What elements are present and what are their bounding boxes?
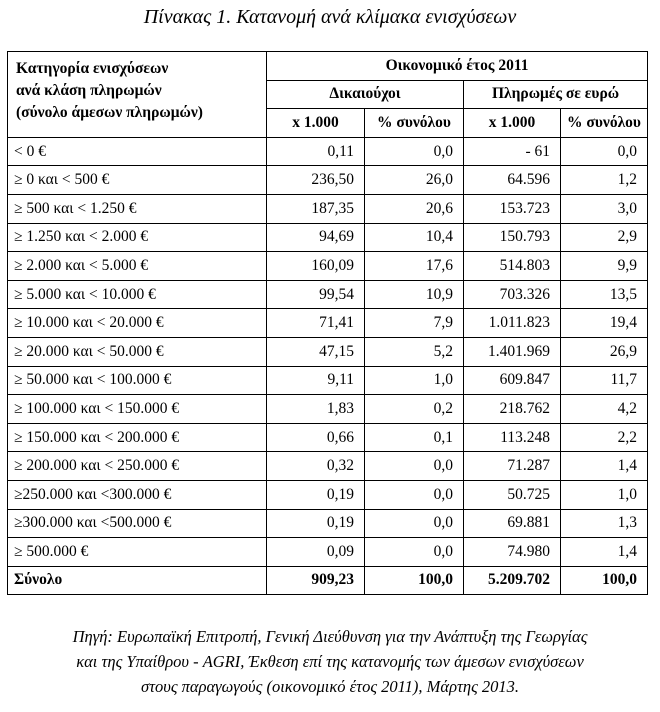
payments-pct-cell: 1,4	[561, 452, 648, 481]
beneficiaries-x1000-cell: 187,35	[267, 194, 365, 223]
table-row	[8, 280, 648, 309]
payments-pct-cell: 2,9	[561, 223, 648, 252]
beneficiaries-x1000-cell: 0,11	[267, 137, 365, 166]
payments-pct-cell: 3,0	[561, 194, 648, 223]
payments-x1000-cell: 1.401.969	[464, 337, 561, 366]
payments-x1000-cell: 113.248	[464, 423, 561, 452]
table-row	[8, 166, 648, 195]
table-row	[8, 252, 648, 281]
table-row	[8, 538, 648, 567]
category-cell: ≥ 500.000 €	[8, 538, 267, 567]
table-row	[8, 423, 648, 452]
table-row	[8, 480, 648, 509]
category-cell: Σύνολο	[8, 566, 267, 595]
category-cell: ≥ 5.000 και < 10.000 €	[8, 280, 267, 309]
beneficiaries-x1000-cell: 0,09	[267, 538, 365, 567]
beneficiaries-pct-cell: 0,0	[365, 137, 464, 166]
beneficiaries-pct-cell: 0,2	[365, 395, 464, 424]
sub-header-benef-x1000: x 1.000	[267, 109, 365, 138]
beneficiaries-pct-cell: 26,0	[365, 166, 464, 195]
distribution-table	[7, 51, 648, 595]
beneficiaries-x1000-cell: 236,50	[267, 166, 365, 195]
total-row	[8, 566, 648, 595]
payments-pct-cell: 1,3	[561, 509, 648, 538]
beneficiaries-pct-cell: 0,0	[365, 452, 464, 481]
payments-pct-cell: 100,0	[561, 566, 648, 595]
beneficiaries-x1000-cell: 0,19	[267, 509, 365, 538]
beneficiaries-pct-cell: 5,2	[365, 337, 464, 366]
category-cell: ≥300.000 και <500.000 €	[8, 509, 267, 538]
category-cell: < 0 €	[8, 137, 267, 166]
beneficiaries-pct-cell: 0,0	[365, 538, 464, 567]
payments-pct-cell: 11,7	[561, 366, 648, 395]
beneficiaries-x1000-cell: 71,41	[267, 309, 365, 338]
payments-x1000-cell: 514.803	[464, 252, 561, 281]
payments-pct-cell: 0,0	[561, 137, 648, 166]
beneficiaries-x1000-cell: 0,19	[267, 480, 365, 509]
source-line-1: Πηγή: Ευρωπαϊκή Επιτροπή, Γενική Διεύθυνση για την Ανάπτυξη της Γεωργίας	[72, 627, 588, 646]
table-caption: Πίνακας 1. Κατανομή ανά κλίμακα ενισχύσεων	[143, 6, 517, 28]
beneficiaries-pct-cell: 20,6	[365, 194, 464, 223]
payments-x1000-cell: 703.326	[464, 280, 561, 309]
payments-x1000-cell: 64.596	[464, 166, 561, 195]
payments-pct-cell: 13,5	[561, 280, 648, 309]
beneficiaries-pct-cell: 7,9	[365, 309, 464, 338]
table-row	[8, 137, 648, 166]
payments-x1000-cell: 50.725	[464, 480, 561, 509]
table-row	[8, 194, 648, 223]
category-cell: ≥ 50.000 και < 100.000 €	[8, 366, 267, 395]
payments-x1000-cell: 1.011.823	[464, 309, 561, 338]
payments-x1000-cell: 218.762	[464, 395, 561, 424]
table-row	[8, 452, 648, 481]
payments-x1000-cell: 71.287	[464, 452, 561, 481]
beneficiaries-pct-cell: 0,0	[365, 509, 464, 538]
payments-header: Πληρωμές σε ευρώ	[464, 80, 648, 109]
category-cell: ≥ 0 και < 500 €	[8, 166, 267, 195]
category-cell: ≥250.000 και <300.000 €	[8, 480, 267, 509]
category-cell: ≥ 1.250 και < 2.000 €	[8, 223, 267, 252]
sub-header-pay-pct: % συνόλου	[561, 109, 648, 138]
category-header	[8, 52, 267, 138]
payments-pct-cell: 2,2	[561, 423, 648, 452]
payments-pct-cell: 19,4	[561, 309, 648, 338]
beneficiaries-pct-cell: 17,6	[365, 252, 464, 281]
category-header-line-3: (σύνολο άμεσων πληρωμών)	[16, 104, 203, 121]
source-line-3: στους παραγωγούς (οικονομικό έτος 2011), Μάρτης 2013.	[140, 677, 520, 696]
beneficiaries-x1000-cell: 160,09	[267, 252, 365, 281]
payments-pct-cell: 1,0	[561, 480, 648, 509]
payments-x1000-cell: 153.723	[464, 194, 561, 223]
table-row	[8, 223, 648, 252]
beneficiaries-x1000-cell: 0,32	[267, 452, 365, 481]
beneficiaries-x1000-cell: 1,83	[267, 395, 365, 424]
category-cell: ≥ 20.000 και < 50.000 €	[8, 337, 267, 366]
beneficiaries-x1000-cell: 94,69	[267, 223, 365, 252]
category-cell: ≥ 150.000 και < 200.000 €	[8, 423, 267, 452]
category-header-line-2: ανά κλάση πληρωμών	[16, 82, 162, 99]
payments-pct-cell: 4,2	[561, 395, 648, 424]
fiscal-year-header: Οικονομικό έτος 2011	[267, 52, 648, 81]
payments-x1000-cell: - 61	[464, 137, 561, 166]
beneficiaries-x1000-cell: 47,15	[267, 337, 365, 366]
category-cell: ≥ 10.000 και < 20.000 €	[8, 309, 267, 338]
beneficiaries-pct-cell: 1,0	[365, 366, 464, 395]
beneficiaries-pct-cell: 10,4	[365, 223, 464, 252]
beneficiaries-x1000-cell: 9,11	[267, 366, 365, 395]
payments-pct-cell: 9,9	[561, 252, 648, 281]
payments-pct-cell: 1,2	[561, 166, 648, 195]
table-row	[8, 509, 648, 538]
source-line-2: και της Υπαίθρου - AGRI, Έκθεση επί της κατανομής των άμεσων ενισχύσεων	[76, 652, 584, 671]
table-row	[8, 395, 648, 424]
beneficiaries-pct-cell: 0,0	[365, 480, 464, 509]
beneficiaries-x1000-cell: 99,54	[267, 280, 365, 309]
source-note	[20, 624, 640, 699]
beneficiaries-x1000-cell: 909,23	[267, 566, 365, 595]
beneficiaries-header: Δικαιούχοι	[267, 80, 464, 109]
table-row	[8, 366, 648, 395]
category-header-line-1: Κατηγορία ενισχύσεων	[16, 60, 169, 77]
beneficiaries-x1000-cell: 0,66	[267, 423, 365, 452]
table-row	[8, 337, 648, 366]
table-row	[8, 309, 648, 338]
payments-x1000-cell: 609.847	[464, 366, 561, 395]
payments-pct-cell: 1,4	[561, 538, 648, 567]
beneficiaries-pct-cell: 10,9	[365, 280, 464, 309]
beneficiaries-pct-cell: 0,1	[365, 423, 464, 452]
category-cell: ≥ 200.000 και < 250.000 €	[8, 452, 267, 481]
payments-x1000-cell: 69.881	[464, 509, 561, 538]
beneficiaries-pct-cell: 100,0	[365, 566, 464, 595]
payments-x1000-cell: 150.793	[464, 223, 561, 252]
payments-pct-cell: 26,9	[561, 337, 648, 366]
payments-x1000-cell: 5.209.702	[464, 566, 561, 595]
category-cell: ≥ 500 και < 1.250 €	[8, 194, 267, 223]
sub-header-pay-x1000: x 1.000	[464, 109, 561, 138]
sub-header-benef-pct: % συνόλου	[365, 109, 464, 138]
category-cell: ≥ 2.000 και < 5.000 €	[8, 252, 267, 281]
payments-x1000-cell: 74.980	[464, 538, 561, 567]
category-cell: ≥ 100.000 και < 150.000 €	[8, 395, 267, 424]
